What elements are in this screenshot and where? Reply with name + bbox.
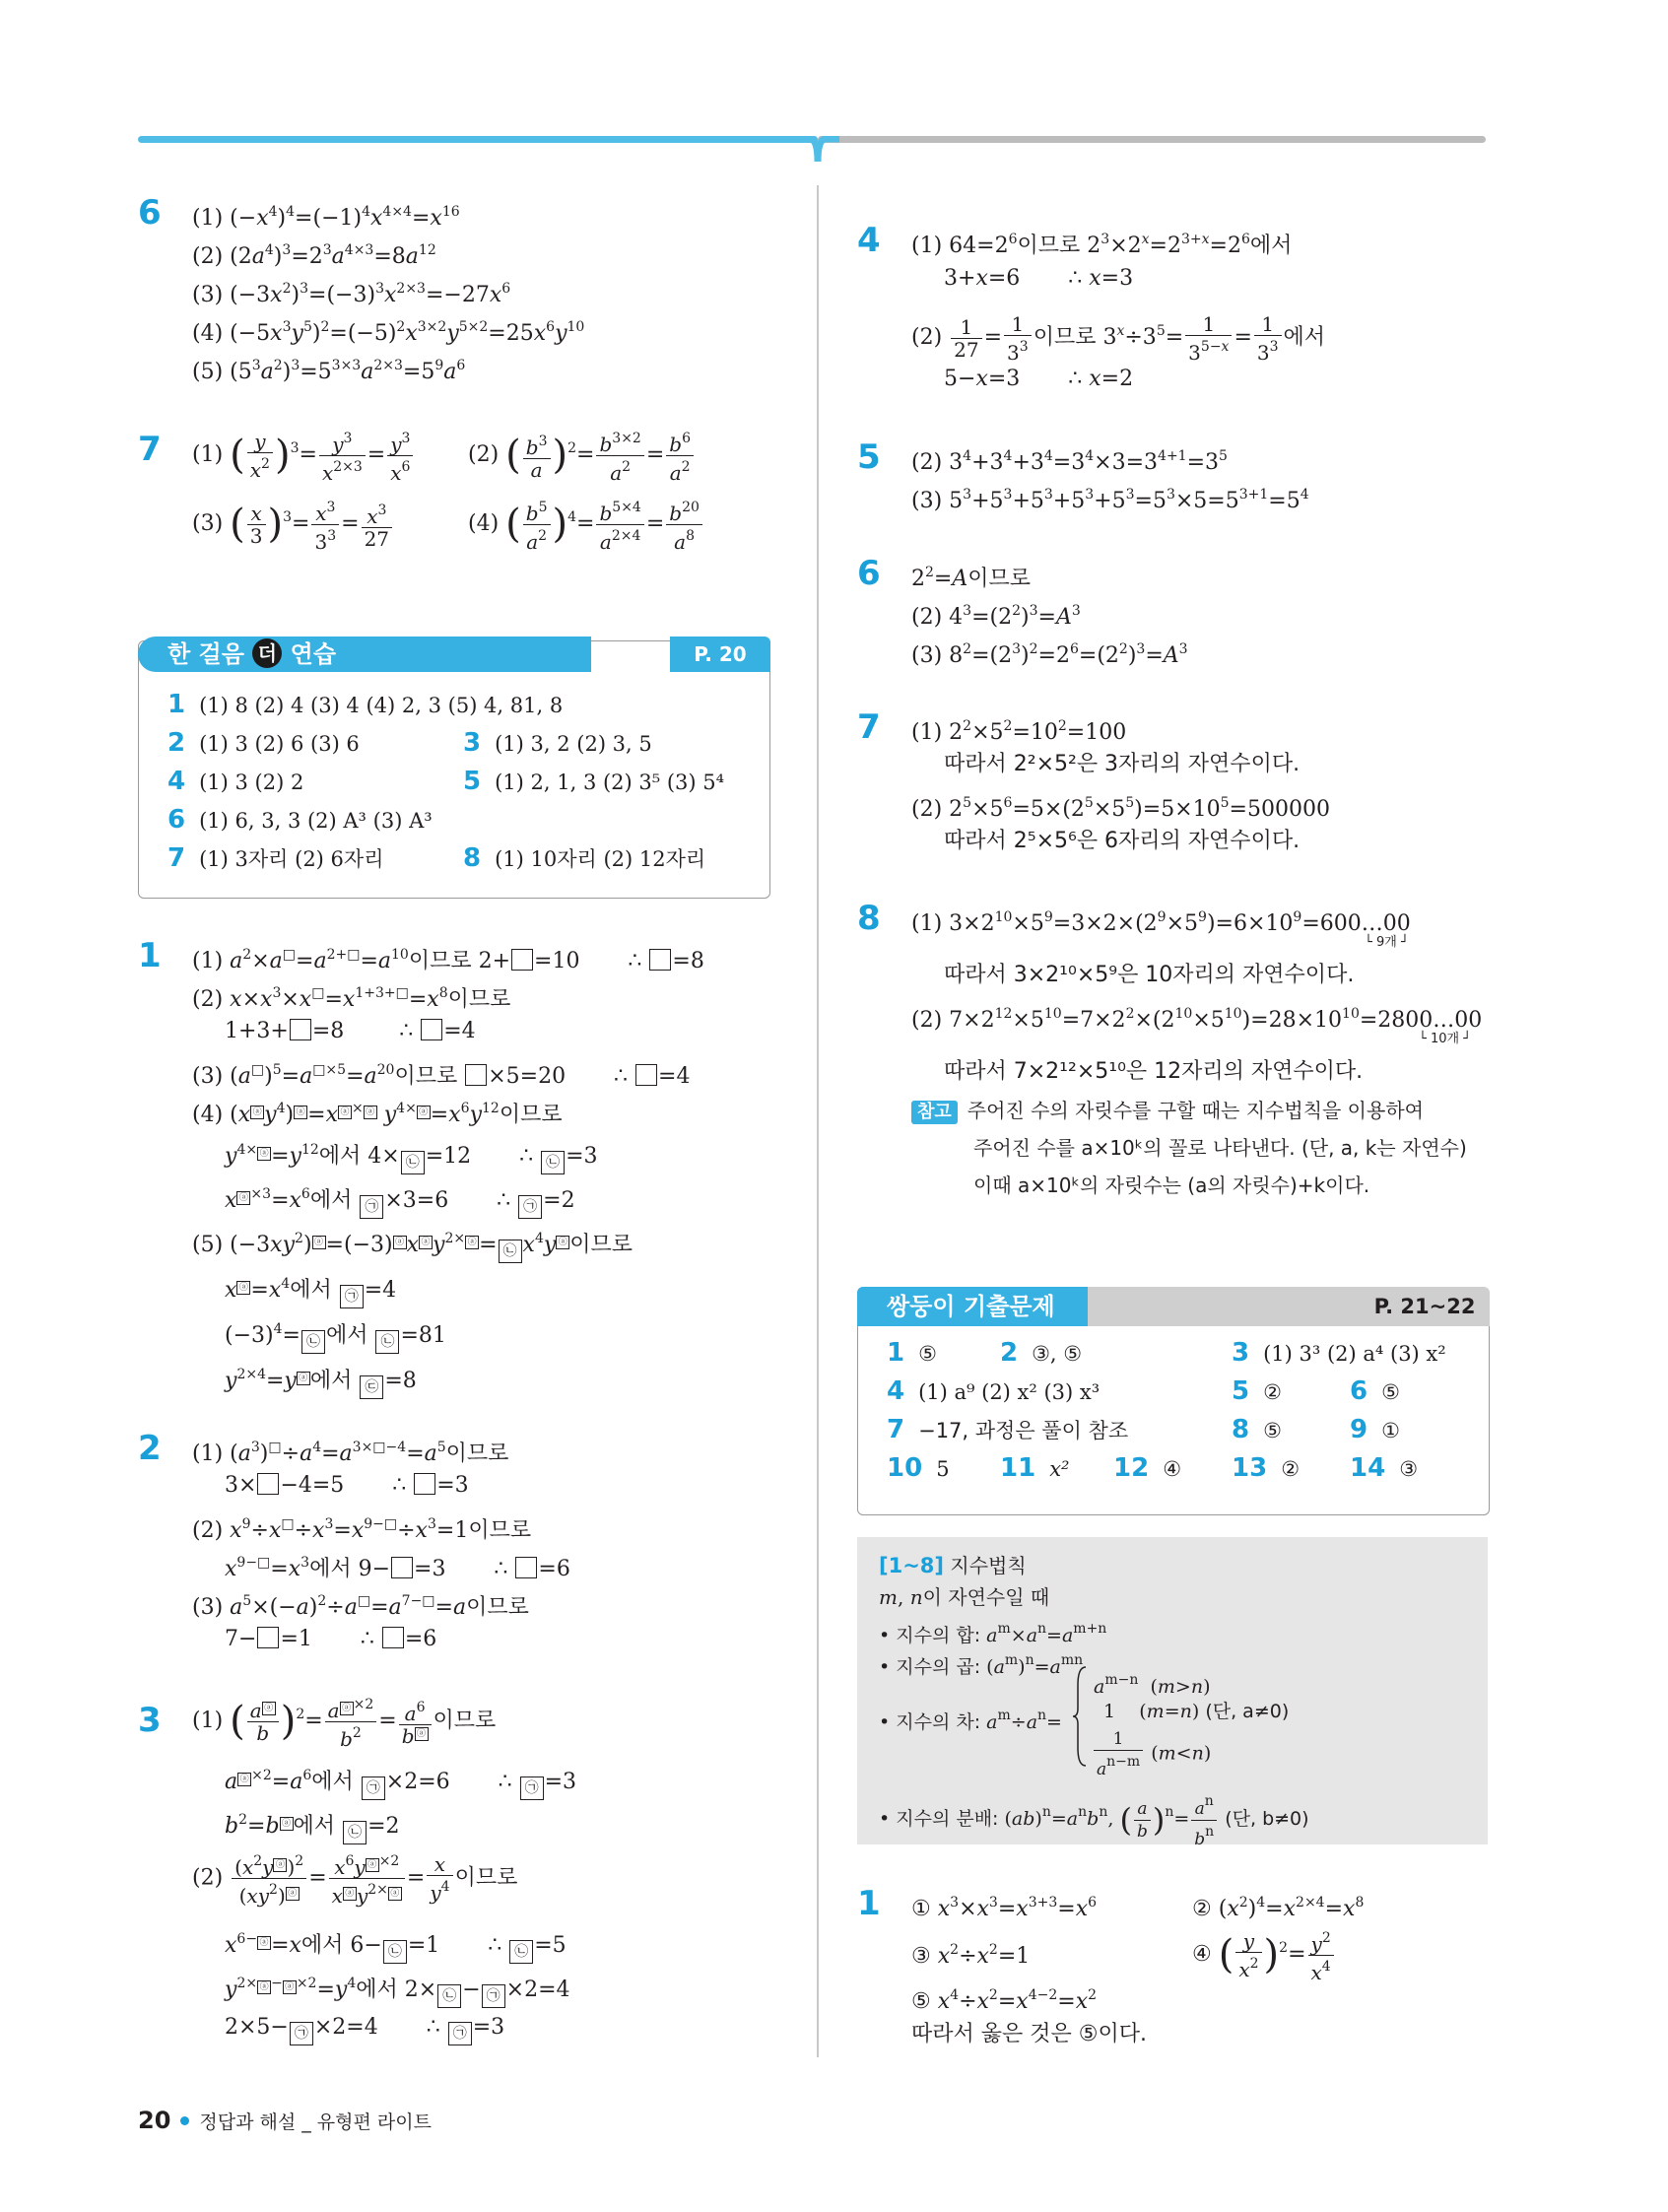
- exam-answer-text: ③, ⑤: [1032, 1342, 1083, 1366]
- answer-text: (1) 3, 2 (2) 3, 5: [495, 732, 652, 756]
- count-label: 9개: [1375, 935, 1397, 950]
- practice-answer-4: 4 (1) 3 (2) 2: [167, 767, 304, 796]
- problem-number: 7: [138, 430, 162, 469]
- practice-answer-7: 7 (1) 3자리 (2) 6자리: [167, 843, 384, 873]
- rule-label: • 지수의 분배:: [879, 1808, 999, 1830]
- practice-title-a: 한 걸음: [167, 640, 244, 668]
- exam-answer-number: 2: [1000, 1338, 1019, 1368]
- top-rule-right: [818, 136, 1486, 143]
- math-line: x ⓐ $^{\times 3}=x^6$에서 ㉠ ×3=6 ∴ ㉠ =2: [225, 1179, 575, 1219]
- math-line: 1+3+ =8 ∴ =4: [225, 1019, 476, 1043]
- problem-number: 3: [138, 1701, 162, 1740]
- count-label: 10개: [1430, 1032, 1460, 1046]
- sentence: 따라서 3×2¹⁰×5⁹은 10자리의 자연수이다.: [944, 963, 1355, 987]
- math-line: ⑤ $x^4\div x^2=x^{4-2}=x^2$: [911, 1987, 1098, 2014]
- problem-number: 1: [857, 1884, 881, 1923]
- math-line: (1) $(a^3)^□\div a^4=a^{3\times□-4}=a^5$이므로: [192, 1440, 509, 1466]
- math-line: (1) $3\times 2^{10}\times 5^9=3\times 2\times(2^9\times 5^9)=6\times 10^9=600\dots 00$: [911, 909, 1411, 936]
- math-line: 3+x=6 ∴ x=3: [944, 266, 1134, 291]
- rule-condition: (단, b≠0): [1225, 1808, 1309, 1830]
- note-badge: 참고: [911, 1101, 958, 1124]
- problem-number: 7: [857, 707, 881, 747]
- rule-intro-text: 이 자연수일 때: [922, 1585, 1050, 1609]
- answer-text: (1) 3 (2) 6 (3) 6: [199, 732, 360, 756]
- rule-condition: (단, a≠0): [1205, 1701, 1290, 1722]
- exam-answer: [887, 1376, 1100, 1407]
- exam-answer: [887, 1453, 950, 1484]
- practice-answer-8: 8 (1) 10자리 (2) 12자리: [463, 843, 706, 873]
- exam-answer: [1350, 1415, 1400, 1445]
- exam-answer: [1350, 1453, 1418, 1484]
- exam-answer-text: ②: [1263, 1380, 1282, 1404]
- practice-answer-5: 5 (1) 2, 1, 3 (2) 3⁵ (3) 5⁴: [463, 767, 725, 796]
- rule-label: • 지수의 합:: [879, 1625, 981, 1646]
- exam-title-a: 쌍둥이: [887, 1293, 956, 1320]
- math-line: ② $(x^2)^4=x^{2\times 4}=x^8$: [1192, 1895, 1365, 1921]
- math-line: (1) $(-x^4)^4=(-1)^4x^{4\times 4}=x^{16}$: [192, 204, 460, 231]
- math-line: (2) $x^9\div x^□\div x^3=x^{9-□}\div x^3=1$이므로: [192, 1516, 532, 1543]
- math-line: 2×5− ㉠ ×2=4 ∴ ㉠ =3: [225, 2013, 504, 2045]
- math-line: (4) $(-5x^3y^5)^2=(-5)^2x^{3\times 2}y^{5\times 2}=25x^6y^{10}$: [192, 319, 585, 346]
- exam-answer-number: 9: [1350, 1415, 1368, 1444]
- exam-answer: [1232, 1415, 1282, 1445]
- math-line: (2) $(2a^4)^3=2^3a^{4\times 3}=8a^{12}$: [192, 242, 436, 269]
- math-line: (4) ( $\frac{b^5}{a^2}$ )$^4$= $\frac{b^{5\times 4}}{a^{2\times 4}}$ = $\frac{b^{20}}{a^8}$: [468, 493, 704, 553]
- bullet-icon: [180, 2116, 189, 2125]
- exam-answer-number: 6: [1350, 1376, 1368, 1406]
- note-line: 주어진 수를 a×10ᵏ의 꼴로 나타낸다. (단, a, k는 자연수): [973, 1136, 1467, 1160]
- exam-answer-text: x²: [1049, 1457, 1070, 1481]
- rule-intro: m, n이 자연수일 때: [879, 1585, 1050, 1609]
- exam-answer-text: 5: [936, 1457, 950, 1481]
- math-line: (1) $64=2^6$이므로 $2^3\times 2^x=2^{3+x}=2^6$에서: [911, 232, 1293, 258]
- exam-answer: [887, 1415, 1128, 1445]
- exam-answer: [1232, 1376, 1282, 1407]
- math-line: (3) $8^2=(2^3)^2=2^6=(2^2)^3=A^3$: [911, 641, 1188, 668]
- practice-answer-2: 2 (1) 3 (2) 6 (3) 6: [167, 728, 360, 758]
- math-line: (2) $4^3=(2^2)^3=A^3$: [911, 603, 1081, 630]
- practice-title-b: 연습: [290, 640, 337, 668]
- page-footer: [138, 2107, 432, 2134]
- math-line: (2) $7\times 2^{12}\times 5^{10}=7\times 2^2\times(2^{10}\times 5^{10})=28\times 10^{10}=2800\dots 00$: [911, 1006, 1483, 1033]
- math-line: 5−x=3 ∴ x=2: [944, 367, 1134, 391]
- exam-answer-number: 3: [1232, 1338, 1250, 1368]
- exam-answer: [1350, 1376, 1400, 1407]
- rule-product: • 지수의 곱: $(a^m)^n=a^{mn}$: [879, 1652, 1084, 1678]
- exam-answer-number: 10: [887, 1453, 923, 1483]
- math-line: (5) $(5^3a^2)^3=5^{3\times 3}a^{2\times 3}=5^9a^6$: [192, 358, 466, 384]
- column-divider: [817, 185, 819, 2057]
- math-line: 3× −4=5 ∴ =3: [225, 1473, 469, 1498]
- math-line: $y^{2\times}$ ⓐ − ⓐ $^{\times 2}=y^4$에서 2× ㉡ − ㉠ ×2=4: [225, 1969, 570, 2008]
- problem-number: 2: [138, 1429, 162, 1468]
- rule-case: $a^{m-n}$ (m>n): [1094, 1672, 1211, 1698]
- exam-answer-number: 11: [1000, 1453, 1036, 1483]
- rule-label: • 지수의 곱:: [879, 1656, 981, 1678]
- answer-text: (1) 8 (2) 4 (3) 4 (4) 2, 3 (5) 4, 81, 8: [199, 694, 564, 717]
- exam-answer-number: 7: [887, 1415, 905, 1444]
- exam-answer: [1000, 1453, 1069, 1484]
- math-line: (3) ( $\frac{x}{3}$ )$^3$= $\frac{x^3}{3^3}$ = $\frac{x^3}{27}$: [192, 493, 394, 553]
- exam-answer-number: 12: [1113, 1453, 1150, 1483]
- rule-difference: • 지수의 차: $a^m\div a^n=$: [879, 1708, 1062, 1733]
- sentence: 따라서 7×2¹²×5¹⁰은 12자리의 자연수이다.: [944, 1059, 1364, 1084]
- math-line: ① $x^3\times x^3=x^{3+3}=x^6$: [911, 1895, 1098, 1921]
- math-line: (1) $2^2\times 5^2=10^2=100$: [911, 718, 1127, 745]
- practice-box-page: P. 20: [670, 637, 770, 672]
- math-line: $(-3)^4=$ ㉡ 에서 ㉡ =81: [225, 1314, 446, 1354]
- note-line: 이때 a×10ᵏ의 자릿수는 (a의 자릿수)+k이다.: [973, 1173, 1370, 1197]
- math-line: $y^{2\times 4}=y$ ⓐ 에서 ㉢ =8: [225, 1360, 417, 1399]
- math-line: ④ ( $\frac{y}{x^2}$ )$^2$= $\frac{y^2}{x^4}$: [1192, 1919, 1336, 1983]
- exam-answer-number: 1: [887, 1338, 905, 1368]
- problem-number: 8: [857, 899, 881, 938]
- math-line: ③ $x^2\div x^2=1$: [911, 1942, 1031, 1969]
- exam-answer-text: ⑤: [918, 1342, 937, 1366]
- exam-answer-text: ①: [1381, 1419, 1400, 1442]
- note-text: 주어진 수의 자릿수를 구할 때는 지수법칙을 이용하여: [967, 1099, 1424, 1122]
- exam-answer-text: (1) a⁹ (2) x² (3) x³: [918, 1380, 1101, 1404]
- exam-answer-number: 14: [1350, 1453, 1386, 1483]
- practice-title-badge: 더: [252, 638, 282, 668]
- math-line: (2) $3^4+3^4+3^4=3^4\times 3=3^{4+1}=3^5$: [911, 448, 1228, 475]
- math-line: $x^{9-□}=x^3$에서 9− =3 ∴ =6: [225, 1555, 570, 1581]
- exam-box-title: [857, 1287, 1088, 1326]
- sentence: 따라서 2²×5²은 3자리의 자연수이다.: [944, 752, 1301, 776]
- math-line: $2^2=A$이므로: [911, 565, 1032, 591]
- math-line: $x^{6-}$ ⓐ =x에서 6− ㉡ =1 ∴ ㉡ =5: [225, 1924, 567, 1964]
- math-line: (3) $a^5\times(-a)^2\div a^□=a^{7-□}=a$이므로: [192, 1593, 529, 1620]
- answer-text: (1) 3자리 (2) 6자리: [199, 847, 384, 871]
- exam-answer-number: 8: [1232, 1415, 1250, 1444]
- problem-number: 1: [138, 936, 162, 975]
- math-line: (1) ( $\frac{a ⓐ}{b}$ )$^2$= $\frac{a ⓐ ^{\times 2}}{b^2}$ = $\frac{a^6}{b ⓐ}$ 이므로: [192, 1687, 496, 1750]
- math-line: (2) $2^5\times 5^6=5\times(2^5\times 5^5)=5\times 10^5=500000$: [911, 795, 1330, 822]
- practice-answer-3: 3 (1) 3, 2 (2) 3, 5: [463, 728, 652, 758]
- sentence: 따라서 옳은 것은 ⑤이다.: [911, 2022, 1147, 2046]
- math-line: (3) $(-3x^2)^3=(-3)^3x^{2\times 3}=-27x^6$: [192, 281, 511, 307]
- brace-icon: [1072, 1665, 1088, 1768]
- exam-answer-text: ④: [1163, 1457, 1182, 1481]
- practice-answer-1: 1 (1) 8 (2) 4 (3) 4 (4) 2, 3 (5) 4, 81, 8: [167, 690, 564, 719]
- math-line: (3) $(a^□)^5=a^{□\times 5}=a^{20}$이므로 ×5=20 ∴ =4: [192, 1062, 691, 1089]
- exam-answer: [1232, 1338, 1446, 1369]
- top-rule-notch: [796, 136, 839, 166]
- exam-answer-text: −17, 과정은 풀이 참조: [918, 1419, 1129, 1442]
- sentence: 따라서 2⁵×5⁶은 6자리의 자연수이다.: [944, 829, 1301, 853]
- answer-text: (1) 3 (2) 2: [199, 771, 304, 794]
- math-line: $y^{4\times}$ ⓐ $=y^{12}$에서 4× ㉡ =12 ∴ ㉡ =3: [225, 1135, 598, 1174]
- practice-box-title: [138, 637, 591, 672]
- exam-answer: [1113, 1453, 1181, 1484]
- math-line: (2) ( $\frac{b^3}{a}$ )$^2$= $\frac{b^{3\times 2}}{a^2}$ = $\frac{b^6}{a^2}$: [468, 424, 696, 484]
- exam-box-page: P. 21~22: [1373, 1295, 1476, 1318]
- top-rule-left: [138, 136, 818, 143]
- math-line: (2) $\frac{(x^2y ⓐ )^2}{(xy^2) ⓐ}$ = $\frac{x^6y ⓐ ^{\times 2}}{x ⓐ y^{2\times} ⓐ}$ = $\frac{x}{y^4}$ 이므로: [192, 1852, 518, 1908]
- exam-answer-text: (1) 3³ (2) a⁴ (3) x²: [1263, 1342, 1446, 1366]
- rule-title: [879, 1551, 1027, 1580]
- rule-title-range: [1~8]: [879, 1554, 945, 1577]
- problem-number: 5: [857, 437, 881, 477]
- math-line: a ⓐ $^{\times 2}=a^6$에서 ㉠ ×2=6 ∴ ㉠ =3: [225, 1761, 576, 1800]
- math-line: (1) $a^2\times a^□=a^{2+□}=a^{10}$이므로 2+ =10 ∴ =8: [192, 947, 704, 973]
- math-line: x ⓐ $=x^4$에서 ㉠ =4: [225, 1269, 396, 1308]
- problem-number: 6: [138, 193, 162, 233]
- math-line: (4) (x ⓐ $y^4$) ⓐ =x ⓐ × ⓐ $y^{4\times}$ ⓐ $=x^6y^{12}$이므로: [192, 1101, 563, 1127]
- exam-answer-text: ⑤: [1263, 1419, 1282, 1442]
- rule-case: $\frac{1}{a^{n-m}}$ (m<n): [1092, 1728, 1211, 1780]
- problem-number: 6: [857, 554, 881, 593]
- exam-answer-number: 5: [1232, 1376, 1250, 1406]
- rule-label: • 지수의 차:: [879, 1711, 981, 1733]
- exam-answer-number: 13: [1232, 1453, 1268, 1483]
- math-line: (1) ( $\frac{y}{x^2}$ )$^3$= $\frac{y^3}{x^{2\times 3}}$ = $\frac{y^3}{x^6}$: [192, 424, 415, 484]
- exam-answer-text: ⑤: [1381, 1380, 1400, 1404]
- count-bracket: └ 9개 ┘: [1365, 935, 1409, 950]
- page-number: 20: [138, 2107, 171, 2134]
- note-line: [911, 1096, 1424, 1125]
- answer-text: (1) 2, 1, 3 (2) 3⁵ (3) 5⁴: [495, 771, 725, 794]
- math-line: (2) $x\times x^3\times x^□=x^{1+3+□}=x^8$이므로: [192, 985, 511, 1012]
- exam-answer: [1000, 1338, 1082, 1369]
- rule-title-text: 지수법칙: [950, 1554, 1027, 1577]
- footer-text: 정답과 해설 _ 유형편 라이트: [199, 2111, 432, 2133]
- answer-text: (1) 10자리 (2) 12자리: [495, 847, 706, 871]
- problem-number: 4: [857, 221, 881, 260]
- exam-answer-number: 4: [887, 1376, 905, 1406]
- math-line: (5) $(-3xy^2)$ ⓐ =(−3) ⓐ x ⓐ $y^{2\times}$ ⓐ = ㉡ $x^4y$ ⓐ 이므로: [192, 1224, 633, 1263]
- exam-answer-text: ②: [1281, 1457, 1301, 1481]
- exam-answer: [1232, 1453, 1300, 1484]
- math-line: $b^2=b$ ⓐ 에서 ㉡ =2: [225, 1805, 400, 1844]
- practice-answer-6: 6 (1) 6, 3, 3 (2) A³ (3) A³: [167, 805, 433, 835]
- math-line: (2) $\frac{1}{27}$ = $\frac{1}{3^3}$ 이므로 $3^x\div 3^5=$ $\frac{1}{3^{5-x}}$ = $\frac{1}{3^3}$ 에서: [911, 311, 1326, 365]
- count-bracket: └ 10개 ┘: [1419, 1032, 1472, 1046]
- exam-answer-text: ③: [1399, 1457, 1419, 1481]
- rule-sum: • 지수의 합: $a^m\times a^n=a^{m+n}$: [879, 1621, 1107, 1646]
- answer-text: (1) 6, 3, 3 (2) A³ (3) A³: [199, 809, 433, 833]
- exam-answer: [887, 1338, 937, 1369]
- rule-distribution: • 지수의 분배: $(ab)^n=a^nb^n$, ( $\frac{a}{b}$ )$^n$= $\frac{a^n}{b^n}$ (단, b≠0): [879, 1789, 1309, 1850]
- math-line: (3) $5^3+5^3+5^3+5^3+5^3=5^3\times 5=5^{3+1}=5^4$: [911, 487, 1309, 513]
- math-line: 7− =1 ∴ =6: [225, 1627, 437, 1651]
- rule-case: 1 (m=n) (단, a≠0): [1103, 1701, 1290, 1722]
- exam-title-b: 기출문제: [963, 1293, 1055, 1320]
